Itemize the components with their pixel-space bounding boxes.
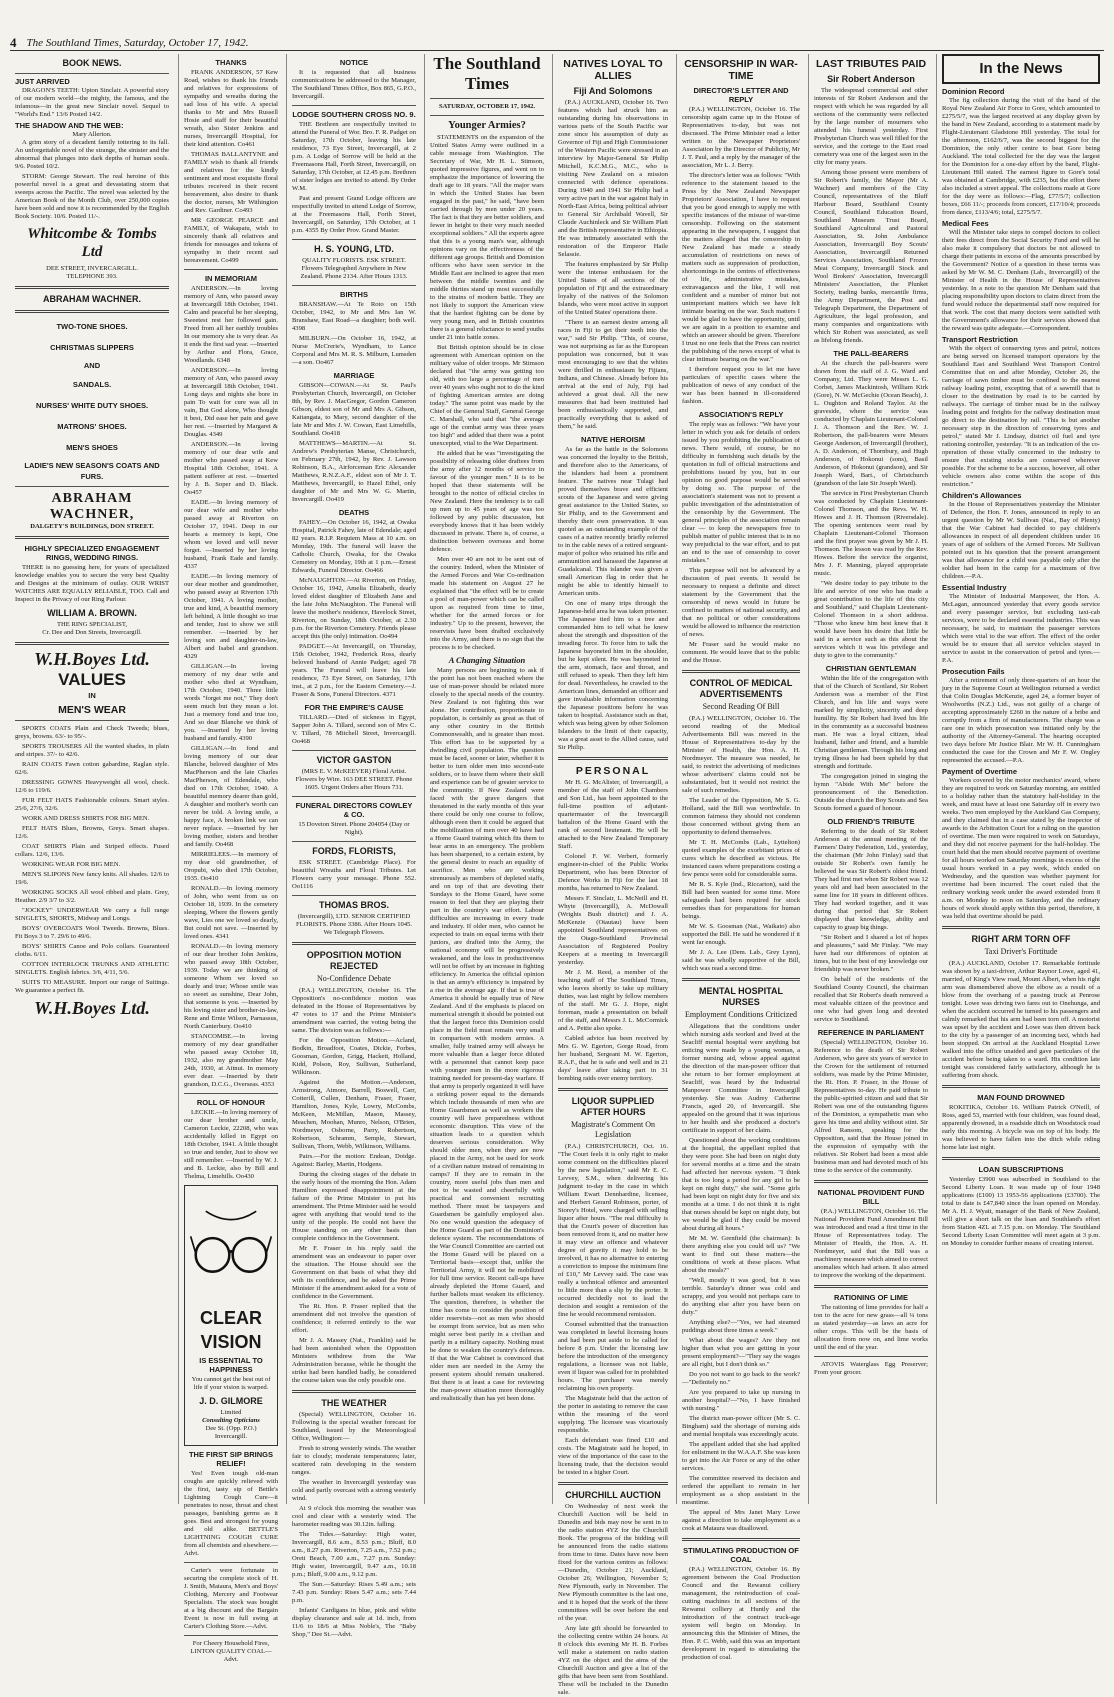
article-paragraph: Counsel submitted that the transaction was completed in lawful licensing hours and had been put aside to be called for before 8 p.m. Under the licensing law before the introduction of the emergency regulations, a licensee was not liable, even if liquor was called for in prohibited hours. The purchaser was merely reclaiming his own property. [558,1321,668,1392]
in-text: IN [88,691,96,700]
memoriam-notice: ANDERSON.—In loving memory of our dear wife and mother who passed away at Kew Hospital 18th October, 1941. A patient sufferer at rest. —Inserted by J. B. Soper and D. Black. Oo457 [184,441,278,496]
npf-heading: NATIONAL PROVIDENT FUND BILL [817,1188,925,1206]
editorial-paragraph: He added that he was "investigating the possibility of releasing older draftees from the army after 12 months of service in favour of the younger men." It is to be hoped that these statements will be brought to the notice of official circles in New Zealand. Here the tendency is to call up men up to 45 years of age was too followed by any public discussion, but everybody knows that it has been widely discussed in private. There is, of course, a distinction between overseas and home defence. [430,450,544,553]
death-notice: FAHEY.—On October 16, 1942, at Owaka Hospital, Patrick Fahey, late of Edendale; aged 82 years. R.I.P. Requiem Mass at 10 a.m. on Monday, 19th. The funeral will leave the Catholic Church, Owaka, for the Owaka Cemetery on Monday, 19th at 1 p.m.—Ernest Edwards, Funeral Director. Oo466 [292,519,416,574]
article-paragraph: (P.A.) AUCKLAND, October 16. Two features which had struck him as outstanding during his observations in various parts of the South Pacific war zone since his assumption of duty as Governor of Fiji and High Commissioner of the Western Pacific were stressed in an interview by Major-General Sir Philip Mitchell, K.C.M.G., M.C., who is visiting New Zealand on a mission connected with defence operations. During 1940 and 1941 Sir Philip had a very active part in the war against Italy in North-East Africa, being political adviser to General Sir Archibald Wavell, Sir Claude Auchinleck and Sir William Platt and the British representative in Ethiopia. He was intimately associated with the restoration of the Emperor Haile Selassie. [558,99,668,258]
thomas-heading: THOMAS BROS. [318,900,389,910]
article-paragraph: Within the life of the congregation with that of the Church of Scotland, Sir Robert Anderson was a member of the First Church, and his life and ways were marked by simplicity, sincerity and deep humility. By Sir Robert had lived his life in the community as a successful business man. He was a loyal citizen, ideal husband, father and friend, and a humble Christian gentleman. Through his long and trying illness he had been upheld by that strength and fortitude. [814,675,928,770]
empire-notice: TILLARD.—Died of sickness in Egypt, Sapper John A. Tillard, second son of Mrs C. V. Tillard, 78 Mitchell Street, Invercargill. Oo468 [292,714,416,745]
changing-situation-heading: A Changing Situation [448,655,526,665]
churchill-heading: CHURCHILL AUCTION [565,1490,661,1500]
in-the-news-heading: In the News [942,54,1100,84]
article-paragraph: During the closing stages of the debate in the early hours of the morning the Hon. Adam Hamilton expressed disappointment at the failure of the Prime Minister to put his amendment. The Prime Minister said he would agree with anything that would tend to the unity of the people. He could not have the House standing on any other basis than complete confidence in the Government. [292,1171,416,1242]
wachner-item: LADIE'S NEW SEASON'S COATS AND FURS. [24,461,160,481]
arm-sub: Taxi Driver's Fortitude [984,947,1058,956]
memoriam-notice: ANDERSON.—In loving memory of Ann, who passed away at Invercargill 18th October, 1941. Long days and nights she bore in pain To wait for cure was all in vain, But God alone, Who thought it best, Did ease her pain and gave her rest. —Inserted by Margaret & Douglas. 4349 [184,367,278,438]
article-paragraph: (Special) WELLINGTON, October 16. Reference to the death of Sir Robert Anderson, who gave six years of service to the Crown for the settlement of returned soldiers, was made by the Prime Minister, the Rt. Hon. P. Fraser, in the House of Representatives to-day. He paid tribute to the public-spirited citizen and said that Sir Robert was one of the outstanding figures of the Dominion, a sympathetic man who gave his time and ability without stint. Sir Alfred Ransom, speaking for the Opposition, said that the House joined in the expression of sympathy with the relatives. Sir Robert had been a most able business man and had devoted much of his time to the service of the community. [814,1039,928,1174]
death-notice: McNAUGHTON.—At Riverton, on Friday, October 16, 1942, Amelia Elizabeth, dearly loved eldest daughter of Elizabeth Jane and the late John McNaughton. The Funeral will leave the mother's residence, Havelock Street, Riverton, on Sunday, 18th October, at 2.30 p.m. for the Riverton Cemetery. Friends please accept this (the only) intimation. Oo494 [292,577,416,640]
news-item-heading: Essential Industry [942,583,1007,592]
weather-heading: THE WEATHER [321,1398,387,1408]
wachner-item: TWO-TONE SHOES. [56,322,128,331]
store-phone: TELEPHONE 393. [66,273,118,280]
article-paragraph: The appeal of Mrs Janet Mary Lowe against a direction to take employment as a cook at Mataura was disallowed. [682,1509,800,1532]
empire-heading: FOR THE EMPIRE'S CAUSE [304,703,404,712]
news-item-heading: Medical Fees [942,219,989,228]
list-item: DRESSING GOWNS Heavyweight all wool, check. 12/6 to 119/6. [15,779,169,794]
article-paragraph: Among those present were members of Sir Robert's family, the Mayor (Mr A. Wachner) and members of the City Council, representatives of the Bluff Harbour Board, Southland County Council, Southland Education Board, Southland Museum Trust Board, Southland Agricultural and Pastoral Association, St. John Ambulance Association, Invercargill Boy Scouts' Association, Invercargill Returned Services Association, Southland Frozen Meat Company, Invercargill Stock and Wool Brokers' Association, Invercargill Ministers' Association, the Plunket Society, trading banks, mercantile firms, the Army Department, the Post and Telegraph Department, the Department of Agriculture, the legal profession, and many companies and organizations with which Sir Robert was associated, as well as lifelong friends. [814,169,928,344]
news-item-body: The fig collection during the visit of the band of the Royal New Zealand Air Force to Gore, which amounted to £275/5/7, was the largest received at any display given by the band in New Zealand, according to a statement made by Flight-Lieutenant Gladstone Hill yesterday. The total for the afternoon, £162/6/7, was the second biggest for the Dominion, the only other centre to beat Gore being Auckland. The total collected for the day was the largest for the Dominion for a one-day effort by the band, Flight-Lieutenant Hill stated. The earnest figure to Gore's total was obtained at Cambridge, with £235, but the effort there also included a street appeal. The collections made at Gore for the day were as follows:—Flag, £77/5/7; collection boxes, £66 11/-; proceeds from concert, £17/10/4; proceeds from dance, £113/4/6; total, £275/5/7. [942,97,1101,216]
page-number: 4 [10,35,17,50]
editorial-paragraph: But British opinion should be in close agreement with American opinion on the military value of older troops. Mr Stimson declared that "the army was getting too old, with too large a percentage of men over 40 years who ought not to do the kind of fighting American armies are doing today." The same point was made by the Chief of the General Staff, General George C. Marshall, who said that "the average age of the combat army was three years too high" and added that there was a point unexcepted, vital to the War Department. [430,344,544,447]
birth-notice: MILBURN.—On October 16, 1942, at Nurse McCrerie's, Wyndham, to Lance Corporal and Mrs M. R. S. Milburn, Lumsden—a son. Oo467 [292,335,416,366]
column-2 [178,54,283,1663]
cowley-body: 15 Doveton Street. Phone 204054 (Day or Night). [298,821,410,836]
essential-text: IS ESSENTIAL TO HAPPINESS [199,1356,263,1374]
column-6 [676,54,805,1661]
thanks-notice: MR GEORGE PEARCE and FAMILY, of Wakapatu, wish to sincerely thank all relatives and friends for messages and tokens of sympathy in their recent sad bereavement. Co499 [184,217,278,264]
lime-heading: RATIONING OF LIME [833,1293,909,1302]
christian-heading: CHRISTIAN GENTLEMAN [825,664,917,673]
drowned-heading: MAN FOUND DROWNED [977,1093,1065,1102]
vision-heading: VISION [200,1332,262,1352]
sip-heading: THE FIRST SIP BRINGS RELIEF! [188,1450,274,1468]
news-item-body: Will the Minister take steps to compel doctors to collect their fees direct from the Social Security Fund and will he also make it compulsory that doctors be not allowed to charge their patients in excess of the amounts prescribed by the Government? Notice of a question in these terms was asked by Mr W. M. C. Denham (Lab., Invercargill) of the Minister of Health in the House of Representatives yesterday. In a note to the question Mr Denham said that placing responsibility upon doctors to claim direct from the fund would reduce the departmental staff now required for that work. The cost that many doctors were satisfied with the Government's allowance for their services showed that the reward was quite adequate.—Correspondent. [942,229,1100,332]
article-paragraph: What about the wages? Are they not higher than what you are getting in your present employment?—"They say the wages are all right, but I don't think so." [682,1337,800,1368]
article-paragraph: "Sir Robert and I shared a lot of hopes and pleasures," said Mr Finlay. "We may have had our differences of opinion at times, but to the best of my knowledge our friendship was never broken." [814,934,928,973]
gilmore-limited: Limited [220,1409,242,1416]
memoriam-notice: GILLIGAN.—In fond and loving memory of our dear Blanche, beloved daughter of Mrs MacPherson and the late Charles MacPherson, of Edendale, who died on 17th October, 1940. A beautiful memory dearer than gold, A daughter and mother's worth can never be told. A loving smile, a happy face, A broken link we can never replace. —Inserted by her loving mother, sisters and brother and family. Oo468 [184,745,278,848]
column-7 [808,54,933,1504]
article-paragraph: Colonel F. W. Verbert, formerly engineer-in-chief of the Public Works Department, who has been Director of Defence Works in Fiji for the last 18 months, has returned to New Zealand. [558,853,668,892]
opposition-heading: OPPOSITION MOTION REJECTED [306,950,402,971]
memoriam-notice: RONALD.—In loving memory of our dear brother John Jenkins, who passed away 18th October, 1939. Today we are thinking of someone Whom we loved so dearly and true; Whose smile was so sweet as sunshine, Dear John, that someone is you. —Inserted by his loving sister and brother-in-law, Rene and Ernie Wilson, Parnassus, North Canterbury. Oo410 [184,943,278,1030]
article-paragraph: Messrs F. Sinclair, L. McNeill and H. Whyte (Invercargill), A. McDowall (Wrights Bush district) and J. A. McKenzie (Otautau) have been appointed Southland representatives on the Otago-Southland Provincial Association of Registered Poultry Keepers at a meeting in Invercargill yesterday. [558,895,668,966]
list-item: SPORTS COATS Plain and Check Tweeds; blues, greys, browns. 63/- to 95/-. [15,725,169,740]
article-paragraph: Mr W. S. Goosman (Nat., Waikato) also supported the Bill. He said he wondered if it went far enough. [682,923,800,946]
opposition-sub: No-Confidence Debate [317,974,391,983]
notice-heading: NOTICE [339,58,369,67]
column-3 [286,54,421,1638]
news-item-heading: Children's Allowances [942,491,1022,500]
article-paragraph: "Well, mostly it was good, but it was terrible. Saturday's dinner was cold and scrappy, and you would not perhaps care to do anything else after you have been on duty." [682,1277,800,1316]
coal-heading: STIMULATING PRODUCTION OF COAL [683,1546,799,1564]
column-1 [10,54,174,1504]
article-paragraph: The congregation joined in singing the hymn "Abide With Me" before the pronouncement of the Benediction. Outside the church the Boy Scouts and Sea Scouts formed a guard of honour. [814,773,928,812]
article-paragraph: On behalf of the residents of the Southland County Council, the chairman recalled that Sir Robert's death removed a most valuable citizen of the province and one who had given long and devoted service to Southland. [814,976,928,1023]
thanks-notice: THOMAS BALLANTYNE and FAMILY wish to thank all friends and relatives for the kindly sentiment and most exquisite floral tributes received in their recent bereavement, also desire to thank the doctor, nurses, Mr Withington and Rev. Gardiner. Co493 [184,151,278,214]
marriage-notice: GIBSON—COWAN.—At St. Paul's Presbyterian Church, Invercargill, on October 8th, by Rev. J. MacGregor, Gordon Cameron Gibson, eldest son of Mr and Mrs A. Gibson, Kaitangata, to Mary, second daughter of the late Mr and Mrs J. W. Cowan, East Limehills, Southland. Oo418 [292,382,416,437]
wachner-item: CHRISTMAS SLIPPERS [50,343,134,352]
article-paragraph: The reply was as follows: "We have your letter in which you ask for details of orders issued by you prohibiting the publication of news. There would, of course, be no difficulty in furnishing such details by the quotation in full of official instructions and prohibitions issued by you, but in our opinion no good purpose would be served by doing so. The purpose of the association's statement was not to present a public investigation of the administration of the censorship by the Government. The general principles of the association remain clear — to keep the newspapers free to publish matter of public interest that is in no way prejudicial to the war effort, and to put an end to the use of censorship to cover mistakes." [682,421,800,564]
paper-date: SATURDAY, OCTOBER 17, 1942. [438,103,536,110]
news-item-body: After a retirement of only three-quarters of an hour the jury in the Supreme Court at Wellington returned a verdict that Colin Douglas McKenzie, aged 24, a former buyer of Woolworths (N.Z.) Ltd., was not guilty of a charge of accepting approximately £260 in the nature of a bribe and corruptly from a firm of manufacturers. The charge was a rare one in which prosecution was initiated only by the authority of the Attorney-General. The hearing occupied two days before Mr Justice Blair. Mr W. H. Cunningham conducted the case for the Crown and Mr F. W. Ongley represented the accused.—P.A. [942,677,1100,764]
boyes-logo: W.H.Boyes Ltd. [34,649,150,669]
article-paragraph: Each defendant was fined £10 and costs. The Magistrate said he hoped, in view of the importance of the case to the licensing trade, that the decision would be tested in a higher Court. [558,1437,668,1476]
list-item: COTTON INTERLOCK TRUNKS AND ATHLETIC SINGLETS. English fabrics. 3/6, 4/11, 5/6. [15,961,169,976]
gilmore-address: Dee St. (Opp. P.O.) Invercargill. [205,1425,257,1440]
news-item-body: In the House of Representatives yesterday the Minister of Defence, the Hon. F. Jones, announced in reply to an urgent question by Mr W. Sullivan (Nat., Bay of Plenty) that the War Cabinet had decided to pay children's allowances in respect of all dependent children under 16 years of age of soldiers of the Armed Forces. Mr Sullivan pointed out in his question that the present arrangement was that allowance for a child was payable only after the soldier had been in the camp for a maximum of five children.—P.A. [942,501,1100,580]
fords-heading: FORDS, FLORISTS, [312,846,396,856]
arm-heading: RIGHT ARM TORN OFF [971,934,1071,944]
honour-heading: ROLL OF HONOUR [196,1098,266,1107]
gilmore-name: J. D. GILMORE [199,1396,263,1406]
editorial-paragraph: Men over 40 are not to be sent out of the country. Indeed, when the Minister of the Armed Forces and War Co-ordination made his statement on August 27 he explained that "the effect will be to create a pool of man-power which can be called upon as required from time to time, whether for the armed forces or for industry." Up to the present, however, the reservists have been drafted exclusively into the Army, and there is no sign that the process is to be checked. [430,556,544,651]
article-paragraph: The Rt. Hon. P. Fraser replied that the amendment did not involve the question of confidence; it referred entirely to the war effort. [292,1303,416,1334]
editorial-paragraph: STATEMENTS on the expansion of the United States Army were outlined in a cable message from Washington. The Secretary of War, Mr H. L. Stimson, quoted impressive figures, and went on to emphasize the importance of lowering the draft age to 18 years. "All the major wars in which the United States has been engaged in the past," he said, "have been carried through by men under 20 years. The fact is that they are better soldiers, and fewer in height to their very much needed exceptional soldiers." All the experts agree that this is a young man's war, although opinions vary on the effectiveness of the different age groups. British and Dominion officers who have seen service in the Middle East are inclined to agree that men between the middle twenties and the middle thirties stand up most successfully to the strains of modern battle. They are not likely to support the American view that the hardest fighting can be done by very young men, and in British countries there is a general reluctance to send youths under 21 into battle zones. [430,134,544,341]
store-address: DEE STREET, INVERCARGILL. [46,265,138,272]
news-item-heading: Dominion Record [942,87,1005,96]
column-5 [552,54,673,1696]
lodge-body-2: Past and present Grand Lodge officers are respectfully invited to attend Lodge of Sorrow, at the Freemasons Hall, Forth Street, Invercargill, on Saturday, 17th October, at 1 p.m. 4355 By Order Prov. Grand Master. [292,195,416,234]
boyes-logo-bottom: W.H.Boyes Ltd. [34,998,150,1018]
article-paragraph: The service in First Presbyterian Church was conducted by Chaplain Lieutenant-Colonel Thomson, and the Revs. W. H. Howes and J. H. Thomson (Riversdale). The opening sentences were read by Chaplain Lieutenant-Colonel Thomson and the first prayer was given by Mr J. H. Thomson. The lesson was read by the Rev. Howes. Before the service the organist, Mrs J. F. Manning, played appropriate music. [814,490,928,577]
article-paragraph: Mr R. S. Kyle (Ind., Riccarton), said the Bill had been wanted for some time. More safeguards had been required for stock remedies than for preparations for human beings. [682,881,800,920]
news-item-heading: Prosecution Fails [942,667,1005,676]
article-paragraph: "We desire today to pay tribute to the life and service of one who has made a great contribution to the life of this city and Southland," said Chaplain Lieutenant-Colonel Thomson in a short address. "Those who knew him best knew that it would have been his desire that little be said in a service such as this about the services which it was his privilege and duty to give to the community." [814,580,928,659]
wachner-item: SANDALS. [72,380,112,389]
article-paragraph: Are you prepared to take up nursing in another hospital?—"No, I have finished with nursing." [682,1389,800,1412]
article-paragraph: (P.A.) WELLINGTON, October 16. The censorship again came up in the House of Representatives to-day, but was not discussed. The Prime Minister read a letter written to the Newspaper Proprietors' Association by the Director of Publicity, Mr J. T. Paul, and a reply by the manager of the association, Mr L. J. Berry. [682,106,800,169]
birth-notice: BRANSHAW.—At Te Roto on 15th October, 1942, to Mr and Mrs Ian W. Branshaw, East Road—a daughter; both well. 4398 [292,301,416,332]
article-paragraph: (P.A.) WELLINGTON, October 16. The Opposition's no-confidence motion was defeated in the House of Representatives by 47 votes to 17 and the Prime Minister's amendment was carried, the voting being the same. The division was as follows:— [292,987,416,1034]
rings-body: THERE is no guessing here, for years of specialized knowledge enables you to secure the very best Quality and Designs at the minimum of outlay. OUR WRIST WATCHES ARE EQUALLY RELIABLE, TOO. Call and Inspect in the Privacy of our Ring Parlour. [15,564,169,603]
article-paragraph: On Wednesday of next week the Churchill Auction will be held in Dunedin and bids may now be sent in to the radio station 4YZ for the Churchill Book. The progress of the bidding will be announced from the radio stations from time to time. Dates have now been fixed for the various centres as follows:—Dunedin, October 21; Auckland, October 26; Wellington, November 5; New Plymouth, early in November. The New Plymouth committee is the last one, and it is hoped that the work of the three committees will be over before the end of the year. [558,1503,668,1622]
thanks-notice: FRANK ANDERSON, 57 Kew Road, wishes to thank his friends and relatives for expressions of sympathy and wreaths during the sad loss of his wife. A special thanks to Mr and Mrs Russell Hosie and staff for their beautiful wreath, also Sister Jenkins and nurses, Invercargill Hospital, for their kind attention. Co461 [184,69,278,148]
article-paragraph: The appellant added that she had applied for enlistment in the W.A.A.F. She was keen to get into the Air Force or any of the other services. [682,1441,800,1472]
article-paragraph: The weather in Invercargill yesterday was cold and partly overcast with a strong westerly wind. [292,1479,416,1502]
fords-body: ESK STREET. (Cambridge Place). For beautiful Wreaths and Floral Tributes. Let Flowers carry your message. Phone 552. Oo1116 [292,859,416,890]
lodge-body: THE Brethren are respectfully invited to attend the Funeral of Wor. Bro. F. R. Padget on Saturday, 17th October, leaving his late residence, 73 Eye Street, Invercargill, at 2 p.m. A Lodge of Sorrow will be held at the Freemasons Hall, Forth Street, Invercargill, on Saturday, 17th October, at 12.45 p.m. Brethren of sister lodges are invited to attend. By Order W.M. [292,121,416,192]
association-reply-heading: ASSOCIATION'S REPLY [698,410,784,419]
wachner-item: MATRONS' SHOES. [57,422,127,431]
just-arrived: JUST ARRIVED [15,77,70,86]
article-paragraph: Anything else?—"Yes, we had steamed puddings about three times a week." [682,1319,800,1334]
article-paragraph: This purpose will not be advanced by a discussion of past events. It would be necessary to request a definite and direct statement by the Government that the censorship of news would in future be confined to matters of national security, and that no political or other considerations would be allowed to influence the restriction of news. [682,567,800,638]
personal-heading: PERSONAL [575,765,651,777]
consulting-opticians: Consulting Opticians [202,1417,260,1424]
article-paragraph: The Tides.—Saturday: High water, Invercargill, 8.6 a.m., 8.53 p.m.; Bluff, 8.0 a.m., 8.27 p.m. Riverton, 7.25 a.m., 7.52 p.m.; Oreti Beach, 7.00 a.m., 7.27 p.m. Sunday: High water, Invercargill, 9.47 a.m., 10.18 p.m.; Bluff, 9.00 a.m., 9.12 p.m. [292,1531,416,1578]
atovis-ad: ATOVIS Waterglass Egg Preserver; From your grocer. [814,1361,928,1376]
page-masthead [10,36,1104,51]
list-item: BOYS' OVERCOATS Wool Tweeds. Browns, Blues. Fit Boys 3 to 7. 29/6 to 49/6. [15,925,169,940]
article-paragraph: The Leader of the Opposition, Mr S. G. Holland, said the Bill was worthwhile. In common fairness they should not condemn those concerned without giving them an opportunity to defend themselves. [682,797,800,836]
article-paragraph: At the church the pall-bearers were drawn from the staff of J. G. Ward and Company, Ltd. They were Messrs L. G. Corbet, James Mackintosh, William Kirk (Gore), N. W. McGechie (Ocean Beach), J. L. Oughton and Roland Taylor. At the graveside, where the service was conducted by Chaplain Lieutenant-Colonel J. A. Thomson and the Rev. W. J. Robertson, the pall-bearers were Messrs George Anderson, of Invercargill (brother), A. D. Anderson, of Thornbury, and Hugh Anderson, of Hokonui (sons), Basil Anderson, of Hokonui (grandson), and Sir Joseph Ward, Bart., of Christchurch (grandson of the late Sir Joseph Ward). [814,360,929,487]
mens-wear-list [15,725,169,995]
article-paragraph: Mr J. M. Reed, a member of the teaching staff of The Southland Times, who leaves shortly to take up military duties, was last night by fellow members of the staff. Mr G. J. Hope, night foreman, made a presentation on behalf of the staff, and Messrs J. L. McCormick and A. Pettie also spoke. [558,969,668,1032]
whitcombe-tombs-logo: Whitcombe & Tombs Ltd [27,226,157,260]
news-item-body: Workers covered by the motor mechanics' award, where they are required to work on Saturday morning, are entitled to a holiday rather than the statutory half-holiday in the week, and must have at least one Saturday off in every two weeks. Two men employed by the Auckland Gas Company, and they claimed that in a case stated by the inspector of awards to the Arbitration Court for a ruling on the question of overtime. The men were required to work on Saturdays, and they did not receive payment for the half-holiday. The court held that the men should receive payment of overtime for all hours worked on Saturday mornings in excess of the usual hours worked in a pay week, which ended on Wednesday, and the question was whether payment for overtime had been incurred. The court ruled that the ordinary working week under the award extended from 8 a.m. on Monday to noon on Saturday, and the ordinary hours of work should apply within this period, therefore, it was held that overtime should be paid. [942,777,1100,920]
list-item: WORKING SOCKS All wool ribbed and plain. Grey, Heather. 2/9 3/7 to 3/2. [15,889,169,904]
news-item-body: With the object of conserving tyres and petrol, notices are being served on licensed transport operators by the Southland East and Southland West Transport Control Committee that on and after Monday, October 26, the carriage of sawn timber must be confined to the nearest railway loading point, excepting that of a sawmill that is closer to the destination by road is to be carried by railways. The carriage of timber must be in the railway loading point and freights for the railway destination must go direct to the destination by rail. "This is but another necessary step in the direction of conserving tyres and petrol," stated Mr J. Lindsay, district oil fuel and tyre rationing controller, yesterday. "It is an indication of the co-operation of those vitally concerned in the industry to ensure that existing stocks are conserved wherever possible. For the scheme to be a success, however, all other vehicle owners also come within the scope of this restriction." [942,345,1100,488]
cowley-heading: FUNERAL DIRECTORS COWLEY & CO. [295,801,413,819]
article-paragraph: Infants' Cardigans in blue, pink and white display clearance and sale at 1d. inch, from 11/6 to 18/6 at Miss Noble's, The "Baby Shop," Dee St.—Advt. [292,1607,416,1638]
liquor-heading: LIQUOR SUPPLIED AFTER HOURS [571,1096,655,1117]
gaston-body: (MRS E. V. McKEEVER) Floral Artist. Flowers by Wire. 163 DEE STREET. Phone 1605. Urgent Orders after Hours 731. [295,768,413,791]
list-item: SPORTS TROUSERS All the wanted shades, in plain and stripes. 37/- to 42/6. [15,743,169,758]
births-heading: BIRTHS [340,290,368,299]
article-paragraph: Mr T. H. McCombs (Lab., Lyttelton) quoted examples of the exorbitant prices of cures which he described as vicious. He instanced cases where preparations costing a few pence were sold for considerable sums. [682,839,800,878]
memoriam-notice: GILLIGAN.—In loving memory of my dear wife and mother who died at Wyndham, 17th October, 1940. Three little words "forget me not," They don't seem much but they mean a lot. Just a memory fond and true too, And so dear Blanche we think of you. —Inserted by her loving husband and family. 4390 [184,663,278,742]
article-paragraph: Mr J. A. Massey (Nat., Franklin) said he had been astonished when the Opposition Ministers withdrew from the War Administration because, while he thought the strike had been handled badly, he considered the course taken was the only possible one. [292,1337,416,1384]
thanks-heading: THANKS [215,58,247,67]
honour-notice: LECKIE.—In loving memory of our dear brother and uncle, Cameron Leckie, 22208, who was accidentally killed in Egypt on 18th October, 1941. A little thought so true and tender, Just to show we still remember. —Inserted by W. J. and B. Leckie, also by Bill and Thelma, Limehills. Oo430 [184,1109,278,1180]
wachner-address: DALGETY'S BUILDINGS, DON STREET. [30,523,154,530]
list-item: WORK AND DRESS SHIRTS FOR BIG MEN. [22,815,150,822]
younger-armies-heading: Younger Armies? [448,120,526,131]
article-paragraph: Mr H. G. McAlister, of Invercargill, a member of the staff of John Chambers and Son Ltd., has been appointed to the full-time position of adjutant-quartermaster of the Invercargill battalion of the Home Guard with the rank of second lieutenant. He will be attached to the New Zealand Temporary Staff. [558,779,668,850]
death-notice: PADGET.—At Invercargill, on Thursday, 15th October, 1942, Frederick Ross, dearly beloved husband of Annie Padget; aged 78 years. The Funeral will leave his late residence, 73 Eye Street, on Saturday, 17th inst., at 2 p.m., for the Eastern Cemetery.—J. Fraser & Sons, Funeral Directors. 4371 [292,643,416,698]
book-news-heading: BOOK NEWS. [62,58,122,68]
news-item-heading: Payment of Overtime [942,767,1018,776]
article-paragraph: The Sun.—Saturday: Rises 5.49 a.m.; sets 7.43 p.m. Sunday: Rises 5.47 a.m.; sets 7.44 p.m. [292,1581,416,1604]
list-item: FELT HATS Blues, Browns, Greys. Smart shapes. 12/6. [15,825,169,840]
natives-heading: NATIVES LOYAL TO ALLIES [563,58,663,82]
brown-name: WILLIAM A. BROWN. [47,608,137,618]
book-shadow-body: A grim story of a decadent family tottering to its fall. An unforgettable novel of the strange, the sinister and the abnormal that plunges into dark depths of human souls. 9/6. Posted 10/2. [15,139,169,170]
news-item-body: The Minister of Industrial Manpower, the Hon. A. McLagan, announced yesterday that every goods service and every passenger service, but excluding taxi-cab services, were to be declared essential industries. This was necessary, he said, to maintain the passenger services which were vital to the war effort. The effect of the order would be to ensure that all service vehicles stayed in service to assist in the conservation of petrol and tyres.—P.A. [942,593,1100,664]
tributes-sub: Sir Robert Anderson [827,74,915,84]
marriage-notice: MATTHEWS—MARTIN.—At St. Andrew's Presbyterian Manse, Christchurch, on February 27th, 1942, by Rev. J. Lawson Robinson, B.A., Airforceman Eric Alexander Matthews, R.N.Z.A.F., eldest son of Mr J. T. Matthews, Invercargill, to Hazel Ethel, only daughter of Mr and Mrs W. G. Martin, Invercargill. Oo419 [292,440,416,503]
list-item: RAIN COATS Fawn cotton gabardine, Raglan style. 62/6. [15,761,169,776]
list-item: COAT SHIRTS Plain and Striped effects. Fused collars. 12/6, 13/6. [15,843,169,858]
list-item: MEN'S SLIPONS New fancy knits. All shades. 12/6 to 19/6. [15,871,169,886]
memoriam-notice: RONALD.—In loving memory of John, who went from us on October 18, 1939. In the cemetery sleeping, Where the flowers gently wave, Lies one we loved so dearly, But could not save. —Inserted by loved ones. 4341 [184,885,278,940]
article-paragraph: The Magistrate held that the action of the porter in assisting to remove the case within the meaning of the word supplying. The licensee was vicariously responsible. [558,1395,668,1434]
censorship-heading: CENSORSHIP IN WAR-TIME [684,58,798,82]
book-storm: STORM: George Stewart. The real heroine of this powerful novel is a great and devastating storm that sweeps across the Pacific. The novel was selected by the American Book of the Month Club, over 250,000 copies have been sold and now it is recommended by the English Book Society. 10/6. Posted 11/-. [15,173,169,220]
wachner-item: NURSES' WHITE DUTY SHOES. [35,401,149,410]
memoriam-notice: STANCOMBE.—In loving memory of my dear grandfather who passed away October 18, 1932, also my grandmother May 24th, 1930, at Aitnui. In memory ever dear. —Inserted by their grandson, D.C.G., Overseas. 4353 [184,1033,278,1088]
mental-heading: MENTAL HOSPITAL NURSES [699,986,783,1007]
medical-sub: Second Reading Of Bill [702,702,780,711]
article-paragraph: Cabled advice has been received by Mrs G. W. Egerton, Gorge Road, from her husband, Sergeant M. W. Egerton, R.A.F., that he is safe and well and in 21 days' leave after taking part in 31 bombing raids over enemy territory. [558,1035,668,1082]
marriage-heading: MARRIAGE [333,371,375,380]
linton-notice: For Cheery Household Fires, LINTON QUALITY COAL—Advt. [190,1640,272,1663]
wachner-item: MEN'S SHOES [66,443,118,452]
article-paragraph: I therefore request you to let me have particulars of specific cases where the publication of news of any conduct of the war has been banned in ill-considered fashion. [682,366,800,405]
notice-body: It is requested that all business communications be addressed to the Manager, The Southland Times Office, Box 865, G.P.O., Invercargill. [292,69,416,100]
article-paragraph: Against the Motion.—Anderson, Armstrong, Atmore, Barrell, Boswell, Carr, Cotterill, Cullen, Denham, Fraser, Fraser, Hamilton, Jones, Kyle, Lowry, McCombs, McKeen, McMillan, Mason, Massey, Meachen, Moohan, Munro, Nelson, O'Brien, Nordmeyer, Osborne, Parry, Robertson, Robertson, Schramm, Semple, Stewart, Sullivan, Thorn, Webb, Wilkinson, Williams. [292,1079,416,1150]
natives-sub: Fiji And Solomons [573,86,653,96]
gilmore-ad [184,1185,278,1446]
sip-body: Yes! Even tough old-man coughs are quickly relieved with the first, tasty sip of Bettle's Lightning Cough Cure—it penetrates to nose, throat and chest passages, banishing germs as it goes. Best and strongest for young and old alike. BETTLE'S LIGHTNING COUGH CURE from all chemists and elsewhere.—Advt. [184,1470,278,1557]
young-body: QUALITY FLORISTS. ESK STREET. Flowers Telegraphed Anywhere in New Zealand. Phone 2134. After Hours 1313. [300,257,408,280]
article-paragraph: "There is an earnest desire among all races in Fiji to get their teeth into the war," said Sir Philip. "This, of course, was not surprising as far as the European population was concerned, but it was most encouraging to see that the whites were thrilled in enthusiasm by Fijians, Indians, and Chinese. Already before his arrival at the end of July, Fiji had achieved a great deal. All the new measures that had been instituted had been enthusiastically supported, and practically everything that is asked of them," he said. [558,319,668,430]
article-paragraph: As far as the battle in the Solomons was concerned the loyalty to the British, and therefore also to the Americans, of the islanders had been a prominent feature. The natives near Tulagi had proved themselves brave and efficient scouts of the Japanese and were giving great assistance to the United States, so Sir Philip, and to the Government and thereby their own preservation. It was quoted as an outstanding example of the cases of a native recently briefly referred to in the cable news of a retired sergeant-major of police who retained his rifle and ammunition and harassed the Japanese at Guadalcanal. This islander was given a small American flag in order that he might be able to identify himself to American units. [558,446,668,597]
book-shadow-heading: THE SHADOW AND THE WEB: [15,121,124,130]
article-paragraph: Questioned about the working conditions at the hospital, the appellant replied that they were poor. She had been on night duty for several months at a time and the strain had affected her nervous system. "I think that is too long a period for any girl to be kept on night duty," she said. "Some girls had been kept on night duty for five and six months at a time. I do not think it is right that nurses should be kept on night duty, but we would be glad if they could be moved about during all hours." [682,1137,800,1232]
memoriam-notice: MIRRIELEES.—In memory of my dear old grandmother, of Oropubi, who died 17th October, 1935. Oo410 [184,851,278,882]
article-paragraph: At 9 o'clock this morning the weather was cool and clear with a westerly wind. The barometer reading was 30.12in. falling. [292,1505,416,1528]
article-paragraph: The committee reserved its decision and ordered the appellant to remain in her employment as a shop assistant in the meantime. [682,1475,800,1506]
liquor-sub: Magistrate's Comment On Legislation [570,1120,656,1139]
values-heading: VALUES [58,670,126,689]
memoriam-notice: ANDERSON.—In loving memory of Ann, who passed away at Invercargill 18th October, 1941. Calm and peaceful be her sleeping, Sweetest rest her followed gain. Freed from all her earthly troubles In our memory she is very dear. As it ends the first sad year. —Inserted by Arthur and Flora, Grace, Woodlands. 6348 [184,285,278,364]
list-item: WORKING WEAR FOR BIG MEN. [22,861,121,868]
masthead-title: The Southland Times, Saturday, October 17, 1942. [26,37,249,49]
memoriam-heading: IN MEMORIAM [204,274,258,283]
article-paragraph: Mr F. Fraser in his reply said the amendment was an endeavour to paper over the situation. The House should see the Government on that basis of what they did with its confidence, and he asked the Prime Minister if the amendment asked for a vote of confidence in the Government. [292,1245,416,1300]
article-paragraph: Any late gift should be forwarded to the collecting centre within 24 hours. At 8 o'clock this evening Mr H. B. Forbes will make a statement on radio station 4YZ on the object and the aims of the Churchill Auction and give a list of the gifts that have been sent from Southland. These will be included in the Dunedin sale. [558,1625,668,1696]
brown-address: Cr. Dee and Don Streets, Invercargill. [42,629,142,636]
article-paragraph: (P.A.) WELLINGTON, October 16. The National Provident Fund Amendment Bill was introduced and read a first time in the House of Representatives today. The Minister of Health, the Hon. A. H. Nordmeyer, said that the Bill was a machinery measure which aimed to correct anomalies which had arisen. It also aimed to improve the working of the department. [814,1208,928,1279]
old-friend-heading: OLD FRIEND'S TRIBUTE [827,817,915,826]
list-item: "JOCKEY" UNDERWEAR We carry a full range SINGLETS, SHORTS, Midway and Longs. [15,907,169,922]
article-paragraph: Mr M. W. Grenfield (the chairman): Is there anything else you could tell us? "We want to find out these matters—the conditions of work at these places. What about the meals?" [682,1235,800,1274]
article-paragraph: The widespread commercial and other interests of Sir Robert Anderson and the respect with which he was regarded by all sections of the community were reflected by the large number of mourners who attended his funeral yesterday. First Presbyterian Church was well filled for the service, and the cortege to the East road cemetery was one of the largest seen in the city for many years. [814,87,928,166]
article-paragraph: Pairs.—For the motion: Endean, Doidge. Against: Barley, Martin, Hodgens. [292,1153,416,1168]
article-paragraph: Mr J. A. Lee (Dem. Lab., Grey Lynn), said he was wholly supportive of the Bill, which was read a second time. [682,949,800,972]
article-paragraph: Do you not want to go back to the work?—"Definitely no." [682,1371,800,1386]
clear-heading: CLEAR [200,1308,262,1328]
article-paragraph: The features emphasized by Sir Philip were the intense enthusiasm for the United States of all sections of the population of Fiji and the extraordinary loyalty of the natives of the Solomon Islands, who were most active in support of the United States' operations there. [558,261,668,316]
article-paragraph: On one of many trips through the Japanese-held area he was taken prisoner. The Japanese tied him to a tree and commanded him to tell what he knew about the strength and disposition of the invading force. To force him to talk the Japanese bayoneted him in the shoulder, but he kept silent. He was bayoneted in the arm, stomach, face and throat, and still refused to speak. Then they left him for dead. Nevertheless, he crawled to the American lines, demanded an officer and gave invaluable information concerning the Japanese positions before he was taken to hospital. Assistance such as that, which was being given by other Solomon Islanders to the limit of their capacity, was a great asset to the Allied cause, said Sir Philip. [558,600,668,751]
list-item: FUR FELT HATS Fashionable colours. Smart styles. 25/6, 27/6, 32/6. [15,797,169,812]
spectacles-icon [189,1194,273,1304]
article-paragraph: The rationing of lime provides for half a ton to the acre for new grass—all ¼ tons as stated yesterday—as laws an acre for other crops. This will be the basis of allocation from now on, and lime works until the end of the year. [814,1304,928,1351]
brown-sub: THE RING SPECIALIST, [56,621,128,628]
wachner-item: AND [83,361,101,370]
article-paragraph: The district man-power officer (Mr S. C. Bingham) said the shortage of nursing aids and mental hospitals was exceedingly acute. [682,1415,800,1438]
cannot-text: You cannot get the best out of life if your vision is warped. [191,1376,271,1391]
paper-nameplate: The Southland Times [433,54,541,93]
deaths-heading: DEATHS [338,508,370,517]
parliament-heading: REFERENCE IN PARLIAMENT [817,1028,925,1037]
article-paragraph: Mr Fraser said he would make no comment. He would leave that to the public and the House. [682,641,800,664]
mental-sub: Employment Conditions Criticized [685,1010,797,1019]
article-paragraph: Allegations that the conditions under which nursing aids worked and lived at the Seacliff mental hospital were anything but enticing were made by a young woman, a former nursing aid, whose appeal against the direction of the man-power officer that she return to her former employment at Seacliff, was heard by the Industrial Manpower Committee in Invercargill yesterday. She was Audrey Catherine Francis, aged 20, of Invercargill. She appealed on the ground that it was injurious to her health and she produced a doctor's certificate in support of her claim. [682,1023,800,1134]
column-8 [936,54,1105,1504]
article-paragraph: Fresh to strong westerly winds. The weather fair to cloudy; moderate temperatures; later, scattered rain developing in the western ranges. [292,1445,416,1476]
memoriam-notice: EADE.—In loving memory of our dear mother and grandmother, who passed away at Riverton 17th October, 1941. A loving mother, true and kind, A beautiful memory left behind, A little thought so true and tender, Just to show we still remember. —Inserted by her loving son and daughter-in-law, Albert and Isabel and grandson. 4329 [184,573,278,660]
article-paragraph: Yesterday £3900 was subscribed in Southland to the Second Liberty Loan. It was made up of four 1948 applications (£100) 13 1953-56 applications (£3700). The total to date is £47,840 since the loan opened on Monday. Mr A. H. J. Wyatt, manager of the Bank of New Zealand, will give a short talk on the loan and Southland's effort from Station 4ZL at 7.15 p.m. on Monday. The Southland Second Liberty Loan Committee will meet again at 3 p.m. on Monday to consider further means of creating interest. [942,1176,1100,1247]
heroism-heading: NATIVE HEROISM [580,435,646,444]
editorial-paragraph: Many persons are beginning to ask if the point has not been reached where the use of man-power should be related more closely to the special needs of the country. New Zealand is not fighting this war alone. Her contribution, proportionate to population, is certainly as great as that of any other country in the British Commonwealth, and is greater than most. This effort has to be supported by a dwindling civil population. The question must be faced, sooner or later, whether it is better to turn older men into second-rate soldiers, or to leave them where their skill and experience can be of greater service to the community. If New Zealand were faced with the grave dangers that threatened in the early months of this year there could be only one course to follow, although even then it could be argued that the mobilization of men over 40 have had a Home Guard training which fits them to bear arms in an emergency. The problem has been sharpened, to a certain extent, by the general desire to reach an equality of sacrifice. Men who are working strenuously as members of depleted staffs, and on top of that are devoting their Sundays to the Home Guard, have some reason to feel that they are playing their part in the country's war effort. Labour difficulties are increasing in every trade and industry. If older men, who cannot be expected to train on equal terms with their juniors, are drafted into the Army, the national economy will be progressively weakened, and the loss in productiveness will not be offset by an increase in fighting efficiency. In America the official opinion is that an army's efficiency is impaired by a rise in the average age. If that is true of America it should be equally true of New Zealand. And if the emphasis is placed on numerical strength it should be pointed out that the largest force this Dominion could place in the field must remain very small in comparison with modern armies. A smaller, fully trained army will always be more valuable than a larger force diluted with a personnel that cannot keep pace with younger men in the more rigorous training needed for present-day warfare. If that army is properly organized it will have a striking power equal to the demands which include thousands of men who are Home Guardsmen as well as workers the country will have preparedness without economic disruption. This view of the situation leads to a question which deserves serious consideration. Why should older men, when they are now placed in the Army, not be used for work of a civilian nature instead of remaining in camps? If they are to remain in the country, more useful jobs than men and not to be wasted and cheerfully with practical and convenient recruiting method. There must be taxpayers and Guardsmen be gainfully employed also. No one would question the adequacy of the Home Guard as part of the Dominion's defence system. The recommendations of the War Council Committee are carried out the Home Guard will be placed on a Territorial basis—except that, unlike the Territorial Army, it will not be mobilized for full time service. Recent call-ups have already depleted the Home Guard, and further ballots must weaken its efficiency. The question, therefore, is whether the time has come to consider the position of older reservists—not as men who should be exempt from service, but as men who might serve best partly in a civilian and partly in a military capacity. Nothing must be done to weaken the country's defences. If that the War Cabinet is convinced that older men are needed in the Army the present system should remain unaltered. But there is at least a case for reviewing the man-power situation more thoroughly and realistically than has yet been done. [430,667,544,1402]
list-item: SUITS TO MEASURE. Import our range of Suitings. We guarantee a perfect fit. [15,979,169,994]
article-paragraph: For the Opposition Motion.—Acland, Bodkin, Broadfoot, Coates, Dickie, Forbes, Goosman, Gordon, Grigg, Hackett, Holland, Kidd, Polson, Roy, Sullivan, Sutherland, Wilkinson. [292,1037,416,1076]
pall-bearers-heading: THE PALL-BEARERS [833,349,909,358]
article-paragraph: ROKITIKA, October 16. William Patrick O'Neill, of Ross, aged 53, married with four children, was found dead, apparently drowned, in a roadside ditch on Woodstock road early this morning. A bicycle was on top of his body. He was believed to have fallen into the ditch while riding home late last night. [942,1104,1100,1151]
medical-heading: CONTROL OF MEDICAL ADVERTISEMENTS [689,678,793,699]
article-paragraph: Referring to the death of Sir Robert Anderson at the annual meeting of the Farmers' Dairy Federation, Ltd., yesterday, the chairman (Mr John Finlay) said that outside Sir Robert's own family he believed he was Sir Robert's oldest friend. They had first met when Sir Robert was 12 years old and had been associated in the same line for 18 years in different offices. They had worked together, and it was during that period that Sir Robert displayed that knowledge, ability and capacity to grasp big things. [814,828,928,931]
article-paragraph: The director's letter was as follows: "With reference to the statement issued to the Press by the New Zealand Newspaper Proprietors' Association, I have to request that you be good enough to supply me with specific instances of the misuse of war-time censorship. Following on the statement appearing in the newspapers, I suggest that the matters alleged that the censorship in New Zealand has made a steady accumulation of restrictions on news of matters such as suppression of production, shortcomings in the centres of effectiveness of life, administrative mistakes, extravagances and the like, I will rest confident and a number of minor but not unimportant matters which we have felt intimate bearing on the war. Such matters I would be glad to have the opportunity, until we are again in a position to examine and which an answer should be given. Therefore I trust no one feels that the Press can restrict the publishing of the news except of what is clear intimate bearing on the war." [682,172,800,363]
article-paragraph: (P.A.) CHRISTCHURCH, Oct. 16. "The Court feels it is only right to make some comment on the difficulties placed by the new legislation," said Mr E. C. Levvey, S.M., when delivering his judgment to-day in the case in which William Ewart Dennhardine, licensee, and Herbert Gerard Robinson, porter, of Storey's Hotel, were charged with selling liquor after hours. "The real difficulty is that the Court's power of discretion has been removed from it, and no matter how it may view an offence and whatever degree of gravity it may hold to be involved, it has no alternative to entering a conviction to impose the minimum fine of £10," Mr Levvey said. The case was really a technical offence and amounted to little more than a slip by the porter. It occurred decidedly not to lead the decision and sought a remission of the fine he would recommend remission. [558,1143,668,1318]
book-dragons-teeth: DRAGON'S TEETH: Upton Sinclair. A powerful story of our modern world—the mighty, the famous, and the infamous—in the great new Sinclair novel. Sequel to "World's End." 13/6 Posted 14/2. [15,87,169,118]
wachner-heading: ABRAHAM WACHNER. [43,294,141,304]
loan-heading: LOAN SUBSCRIPTIONS [978,1165,1064,1174]
article-paragraph: (Special) WELLINGTON, October 16. Following is the special weather forecast for Southland, issued by the Meteorological Office, Wellington:— [292,1411,416,1442]
article-paragraph: (P.A.) WELLINGTON, October 16. By agreement between the Coal Production Council and the Rewanui colliery management, the reintroduction of coal-cutting machines in all sections of the Rewanui colliery at Huntly and the introduction of the contract truck-age system will begin on Monday. In announcing this the Minister of Mines, the Hon. P. C. Webb, said this was an important development in regard to stimulating the production of coal. [682,1566,800,1661]
rings-heading: HIGHLY SPECIALIZED ENGAGEMENT RINGS, WEDDING RINGS. [24,544,160,562]
article-paragraph: (P.A.) AUCKLAND, October 17. Remarkable fortitude was shown by a taxi-driver, Arthur Raynor Lowe, aged 41, married, of King's View road, Mount Albert, when his right arm was dismembered above the elbow as a result of a blow from the overhang of a passing truck at Penrose tonight. Lowe was driving two fares out to Onehunga, and when the accident occurred he turned to his passengers and calmly remarked that his arm had been torn off. A motorist was upset by the accident and Lowe was then driven back to the city by a passenger of an incoming taxi, which had been stopped. On arrival at the Auckland Hospital Lowe walked into the office unaided and gave particulars of the accident before being taken to a ward. His condition late tonight was considered fairly satisfactory, although he is suffering from shock. [942,960,1100,1079]
book-shadow-author: Mary Allerton. [72,131,112,138]
censorship-sub: DIRECTOR'S LETTER AND REPLY [693,86,789,104]
tributes-heading: LAST TRIBUTES PAID [815,58,927,70]
memoriam-notice: EADE.—In loving memory of our dear wife and mother who passed away at Riverton on October 17, 1941. Deep in our hearts a memory is kept, One whom we loved and will never forget. —Inserted by her loving husband, Frank Eade and family. 4337 [184,499,278,570]
lodge-heading: LODGE SOUTHERN CROSS NO. 9. [292,110,416,119]
thomas-body: (Invercargill), LTD. SENIOR CERTIFIED FLORISTS. Phone 3386. After Hours 1045. We Telegraph Flowers. [295,913,413,936]
column-4 [424,54,549,1504]
list-item: BOYS' SHIRTS Canoe and Polo collars. Guaranteed cloths. 6/11. [15,943,169,958]
carter-notice: Carter's were fortunate in securing the complete stock of H. J. Smith, Mataura, Men's and Boys' Clothing, Mercery and Footwear Specialists. The stock was bought at a big discount and the Bargain Event is now in full swing at Carter's Clothing Store.—Advt. [184,1567,278,1630]
news-item-heading: Transport Restriction [942,335,1018,344]
article-paragraph: (P.A.) WELLINGTON, October 16. The second reading of the Medical Advertisements Bill was moved in the House of Representatives to-day by the Minister of Health, the Hon. A. H. Nordmeyer. The measure was needed, he said, to restrict the advertising of medicines whose advertisers' claims could not be substantiated, but it would not restrict the sale of such remedies. [682,715,800,794]
gaston-name: VICTOR GASTON [316,755,392,765]
young-name: H. S. YOUNG, LTD. [314,244,394,254]
mens-wear-heading: MEN'S WEAR [58,704,126,716]
wachner-name: ABRAHAM WACHNER, [49,491,135,522]
